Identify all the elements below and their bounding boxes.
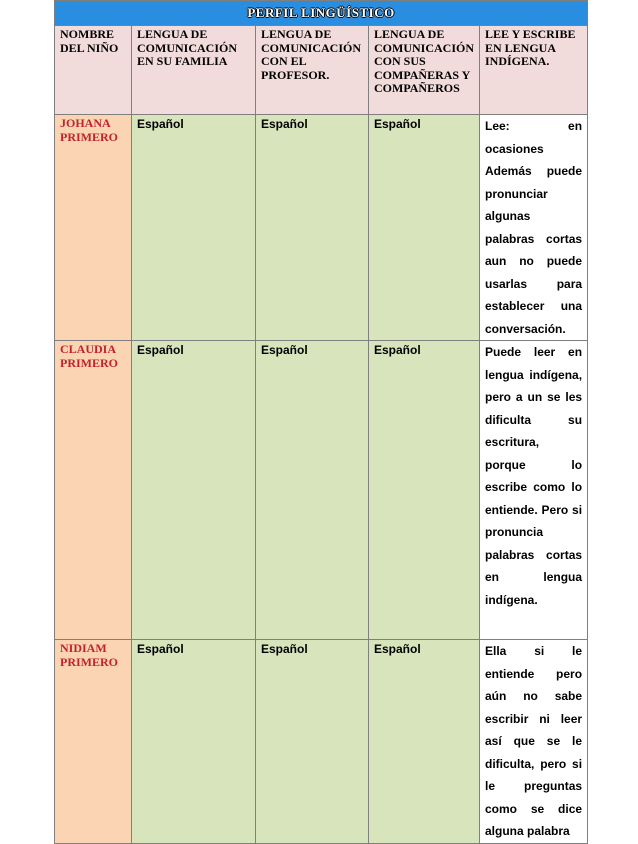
header-lengua-companeros: LENGUA DE COMUNICACIÓN CON SUS COMPAÑERAS Y COMPAÑEROS xyxy=(369,26,480,115)
header-lengua-profesor: LENGUA DE COMUNICACIÓN CON EL PROFESOR. xyxy=(256,26,369,115)
lengua-companeros-value: Español xyxy=(369,115,480,341)
header-nombre: NOMBRE DEL NIÑO xyxy=(55,26,132,115)
header-lengua-familia: LENGUA DE COMUNICACIÓN EN SU FAMILIA xyxy=(132,26,256,115)
table-row xyxy=(55,640,588,844)
student-name: NIDIAM PRIMERO xyxy=(55,640,132,844)
header-lee-escribe: LEE Y ESCRIBE EN LENGUA INDÍGENA. xyxy=(480,26,588,115)
lee-escribe-value: Puede leer en lengua indígena, pero a un se les dificulta su escritura, porque lo escribe como lo entiende. Pero si pronuncia palabras cortas en lengua indígena. xyxy=(480,341,588,640)
lengua-familia-value: Español xyxy=(132,341,256,640)
table-row xyxy=(55,115,588,341)
header-row xyxy=(55,26,588,115)
table-title: PERFIL LINGÜÍSTICO xyxy=(55,1,588,26)
lengua-familia-value: Español xyxy=(132,115,256,341)
lengua-companeros-value: Español xyxy=(369,640,480,844)
lee-escribe-value: Ella si le entiende pero aún no sabe escribir ni leer así que se le dificulta, pero si le preguntas como se dice alguna palabra xyxy=(480,640,588,844)
lengua-companeros-value: Español xyxy=(369,341,480,640)
perfil-linguistico-table xyxy=(54,0,588,844)
lengua-profesor-value: Español xyxy=(256,341,369,640)
table-row xyxy=(55,341,588,640)
lengua-profesor-value: Español xyxy=(256,640,369,844)
student-name: JOHANA PRIMERO xyxy=(55,115,132,341)
lee-escribe-value: Lee: en ocasiones Además puede pronunciar algunas palabras cortas aun no puede usarlas para establecer una conversación. xyxy=(480,115,588,341)
lengua-familia-value: Español xyxy=(132,640,256,844)
lengua-profesor-value: Español xyxy=(256,115,369,341)
student-name: CLAUDIA PRIMERO xyxy=(55,341,132,640)
